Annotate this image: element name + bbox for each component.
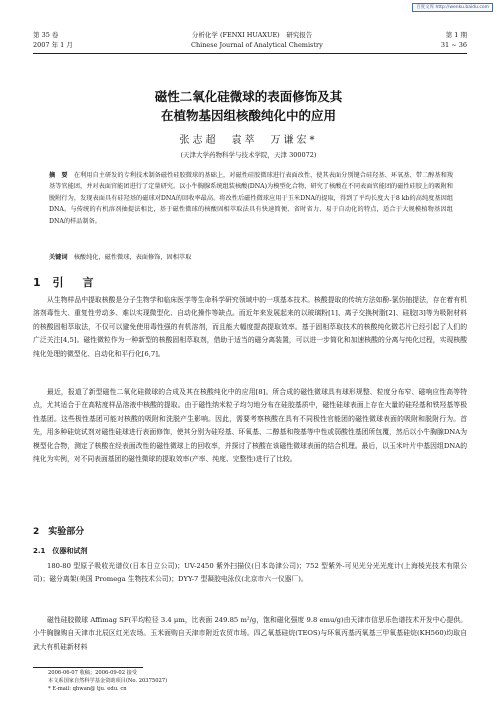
running-header bbox=[33, 30, 467, 50]
intro-paragraph-1: 从生物样品中提取核酸是分子生物学和临床医学等生命科学研究领域中的一项基本技术。核酸提取的传统方法如酚-氯仿抽提法，存在着有机溶剂毒性大、重复性劳动多、难以实现微型化、自动化操作等缺点。而近年来发展起来的以玻璃粉[1]、离子交换树脂[2]、硅胶[3]等为吸附材料的核酸固相萃取法，不仅可以避免使用毒性强的有机溶剂，而且能大幅度提高提取效率。基于固相萃取技术的核酸纯化微芯片已经引起了人们的广泛关注[4,5]。磁性微粒作为一种新型的核酸固相萃取剂，借助于适当的磁分离装置，可以进一步简化和加速核酸的分离与纯化过程，实现核酸纯化处理的微型化、自动化和平行化[6,7]。 bbox=[33, 296, 467, 358]
keywords bbox=[49, 252, 453, 263]
header-date: 2007 年 1 月 bbox=[33, 41, 73, 49]
affiliation: (天津大学药物科学与技术学院，天津 300072) bbox=[180, 151, 317, 159]
header-pages: 31 ~ 36 bbox=[440, 41, 467, 49]
methods-paragraph-2: 磁性硅胶微球 Affimag SF(平均粒径 3.4 μm，比表面 249.85 m²/g，饱和磁化强度 9.8 emu/g)由天津市信思乐色谱技术开发中心提供。小牛胸腺购自天津市北辰区红光农场。玉米面购自天津市附近农贸市场。四乙氧基硅烷(TEOS)与环氧丙基丙氧基三甲氧基硅烷(KH560)均取自武大有机硅新材料 bbox=[33, 616, 467, 651]
author-list: 张志超 袁萃 万谦宏* bbox=[179, 135, 318, 146]
footnote-fund: 本文系国家自然科学基金资助项目(No. 20375027) bbox=[48, 678, 168, 684]
abstract bbox=[49, 170, 453, 227]
footnote-divider bbox=[33, 667, 143, 668]
footnote-email: * E-mail: qhwan@ tju. edu. cn bbox=[48, 686, 127, 692]
header-divider bbox=[33, 53, 467, 54]
subsection-2-1-heading: 2.1 仪器和试剂 bbox=[33, 547, 88, 555]
title-line-2: 在植物基因组核酸纯化中的应用 bbox=[160, 108, 336, 123]
watermark-badge: 百度文库 http://wenku.baidu.com bbox=[412, 3, 493, 12]
title-line-1: 磁性二氧化硅微球的表面修饰及其 bbox=[154, 89, 343, 104]
abstract-text: 在利用自主研发的专利技术制备磁性硅胶微球的基础上，对磁性硅胶微球进行表面改性，使其表面分别键合硅羟基、环氧基、带二醇基和羧基等官能团，并对表面官能团进行了定量研究。以小牛胸腺系统组装核酸(DNA)为模型化合物，研究了核酸在不同表面官能团的磁性硅胶上的吸附和脱附行为，发现表面具有硅羟基的磁球对DNA的回收率最高。将改性后磁性微球应用于玉米DNA的提取，得到了平均长度大于8 kb的高纯度基因组DNA。与传统的有机溶剂抽提法相比，基于磁性微球的核酸固相萃取法具有快速简便、省时省力、易于自动化的特点，适合于大规模植物基因组DNA的样品制备。 bbox=[49, 172, 454, 225]
section-1-heading bbox=[33, 274, 98, 290]
header-issue: 第 1 期 bbox=[445, 31, 467, 39]
footnote-received: 2006-06-07 收稿；2006-09-02 接受 bbox=[48, 670, 138, 676]
header-journal-cn: 分析化学 (FENXI HUAXUE) 研究报告 bbox=[191, 31, 313, 39]
header-volume: 第 35 卷 bbox=[33, 31, 59, 39]
section-1-number: 1 bbox=[33, 276, 45, 289]
keywords-label: 关键词 bbox=[49, 254, 68, 261]
header-journal-en: Chinese Journal of Analytical Chemistry bbox=[191, 41, 323, 49]
intro-paragraph-2: 最近，报道了新型磁性二氧化硅微球的合成及其在核酸纯化中的应用[8]。所合成的磁性微球具有球形规整、粒度分布窄、磁响应性高等特点，尤其适合于在高粘度样品溶液中核酸的提取。由于磁性纳米粒子均匀地分布在硅胶基质中，磁性硅球表面上存在大量的硅羟基和铁羟基等极性基团。这些极性基团可能对核酸的吸附和洗脱产生影响。因此，需要考察核酸在具有不同极性官能团的磁性微球表面的吸附和脱附行为。首先，用多种硅烷试剂对磁性硅球进行表面修饰，使其分别为硅羟基、环氧基、二醇基和羧基等中性或弱酸性基团所包覆，然后以小牛胸腺DNA为模型化合物，测定了核酸在经表面改性的磁性微球上的回收率，并探讨了核酸在该磁性微球表面的结合机理。最后，以玉米叶片中基因组DNA的纯化为实例，对不同表面基团的磁性微球的提取效率(产率、纯度、完整性)进行了比较。 bbox=[33, 388, 467, 464]
methods-paragraph-1: 180-80 型原子吸收光谱仪(日本日立公司)；UV-2450 紫外扫描仪(日本岛津公司)；752 型紫外-可见光分光光度计(上海棱光技术有限公司)；磁分离架(美国 Promega 生物技术公司)；DYY-7 型凝胶电泳仪(北京市六一仪器厂)。 bbox=[33, 562, 467, 584]
footnotes bbox=[48, 669, 167, 693]
keywords-text: 核酸纯化，磁性微球，表面修饰，固相萃取 bbox=[73, 254, 192, 261]
paper-title bbox=[0, 87, 497, 125]
section-1-title: 引 言 bbox=[52, 276, 98, 289]
section-2-heading: 2 实验部分 bbox=[33, 527, 85, 537]
abstract-label: 摘 要 bbox=[49, 172, 68, 179]
